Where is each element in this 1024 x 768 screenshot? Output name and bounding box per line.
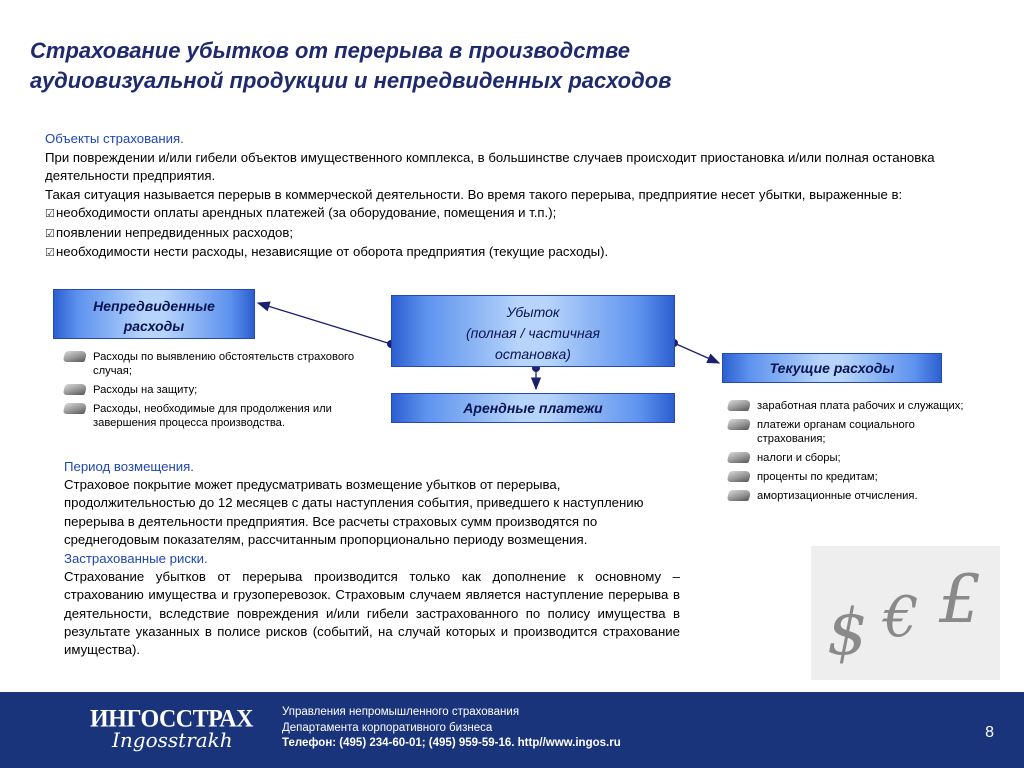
- checkbox-icon: ☑: [45, 208, 55, 220]
- checkbox-icon: ☑: [45, 227, 55, 240]
- currency-symbols-svg: [811, 546, 1000, 680]
- banknote-icon: [727, 419, 752, 430]
- page-number: 8: [985, 724, 994, 741]
- period-section: [64, 458, 680, 659]
- banknote-icon: [63, 384, 88, 395]
- loss-box-line-2: (полная / частичная: [465, 325, 601, 341]
- unexpected-box-line-1: Непредвиденные: [93, 298, 215, 314]
- list-item: [728, 418, 968, 446]
- period-heading: Период возмещения.: [64, 459, 194, 474]
- footer-line-1: Управления непромышленного страхования: [282, 706, 520, 718]
- title-line-1: Страхование убытков от перерыва в производстве: [30, 38, 630, 63]
- footer: [0, 692, 1024, 768]
- intro-list-item: [45, 204, 945, 224]
- risks-text: Страхование убытков от перерыва производится только как дополнение к основному – страхованию имущества и грузоперевозок. Страховым случаем является наступление перерыва в деятельности, вследствие повреждения и/или гибели застрахованного по полису имущества в результате указанных в полисе рисков (событий, на случай которых и производится страхование имущества).: [64, 569, 680, 658]
- list-item: [64, 402, 364, 430]
- list-item: [64, 350, 364, 378]
- period-text: Страховое покрытие может предусматривать возмещение убытков от перерыва, продолжительностью до 12 месяцев с даты наступления события, приведшего к наступлению перерыва в деятельности предприятия. Все расчеты страховых сумм производятся по среднегодовым показателям, рассчитанным пропорционально периоду возмещения.: [64, 477, 644, 547]
- loss-box-line-3: остановка): [495, 346, 571, 362]
- footer-contacts: Телефон: (495) 234-60-01; (495) 959-59-16. http//www.ingos.ru: [282, 737, 621, 749]
- footer-info: [282, 705, 621, 752]
- banknote-icon: [63, 403, 88, 414]
- list-item: [728, 489, 968, 503]
- intro-heading: Объекты страхования.: [45, 131, 184, 146]
- intro-list-item: [45, 224, 945, 244]
- checkbox-icon: ☑: [45, 247, 55, 259]
- dollar-symbol: $: [827, 596, 868, 670]
- connector-to-current: [674, 343, 719, 363]
- intro-list-item-text: появлении непредвиденных расходов;: [56, 224, 294, 240]
- list-item-text: налоги и сборы;: [757, 452, 841, 464]
- intro-paragraph-1: При повреждении и/или гибели объектов имущественного комплекса, в большинстве случаев происходит приостановка и/или полная остановка деятельности предприятия.: [45, 149, 935, 183]
- current-expenses-box: Текущие расходы: [722, 353, 942, 383]
- title-line-2: аудиовизуальной продукции и непредвиденных расходов: [30, 68, 672, 93]
- banknote-icon: [727, 452, 752, 463]
- unexpected-expenses-box: [53, 289, 255, 339]
- intro-paragraph-2: Такая ситуация называется перерыв в коммерческой деятельности. Во время такого перерыва, предприятие несет убытки, выраженные в:: [45, 186, 903, 202]
- intro-section: [45, 130, 945, 263]
- list-item-text: платежи органам социального страхования;: [757, 419, 915, 445]
- loss-box-line-1: Убыток: [506, 304, 560, 320]
- banknote-icon: [727, 400, 752, 411]
- page-title: [30, 36, 930, 96]
- intro-list-item: [45, 243, 945, 263]
- rent-payments-box: Арендные платежи: [391, 393, 675, 423]
- footer-line-2: Департамента корпоративного бизнеса: [282, 721, 493, 734]
- list-item: [64, 383, 364, 397]
- intro-list-item-text: необходимости нести расходы, независящие от оборота предприятия (текущие расходы).: [56, 244, 609, 259]
- loss-box: [391, 295, 675, 367]
- banknote-icon: [727, 490, 752, 501]
- risks-heading: Застрахованные риски.: [64, 551, 208, 567]
- list-item-text: Расходы по выявлению обстоятельств страхового случая;: [93, 351, 355, 377]
- unexpected-box-line-2: расходы: [123, 318, 185, 334]
- current-expenses-list: [728, 399, 968, 508]
- euro-symbol: €: [883, 585, 919, 650]
- list-item: [728, 470, 968, 484]
- banknote-icon: [63, 351, 88, 362]
- list-item-text: проценты по кредитам;: [757, 471, 878, 483]
- intro-list-item-text: необходимости оплаты арендных платежей (за оборудование, помещения и т.п.);: [56, 205, 557, 220]
- list-item-text: заработная плата рабочих и служащих;: [757, 400, 964, 412]
- unexpected-expenses-list: [64, 350, 364, 435]
- list-item-text: амортизационные отчисления.: [757, 490, 918, 502]
- list-item-text: Расходы на защиту;: [93, 384, 198, 396]
- currency-symbols-image: [811, 546, 1000, 680]
- pound-symbol: £: [939, 561, 981, 638]
- company-logo-main: ИНГОССТРАХ: [90, 705, 253, 733]
- list-item: [728, 399, 968, 413]
- connector-to-unexpected: [258, 303, 391, 344]
- company-logo-script: Ingosstrakh: [112, 728, 233, 752]
- list-item: [728, 451, 968, 465]
- list-item-text: Расходы, необходимые для продолжения или завершения процесса производства.: [93, 403, 332, 429]
- banknote-icon: [727, 471, 752, 482]
